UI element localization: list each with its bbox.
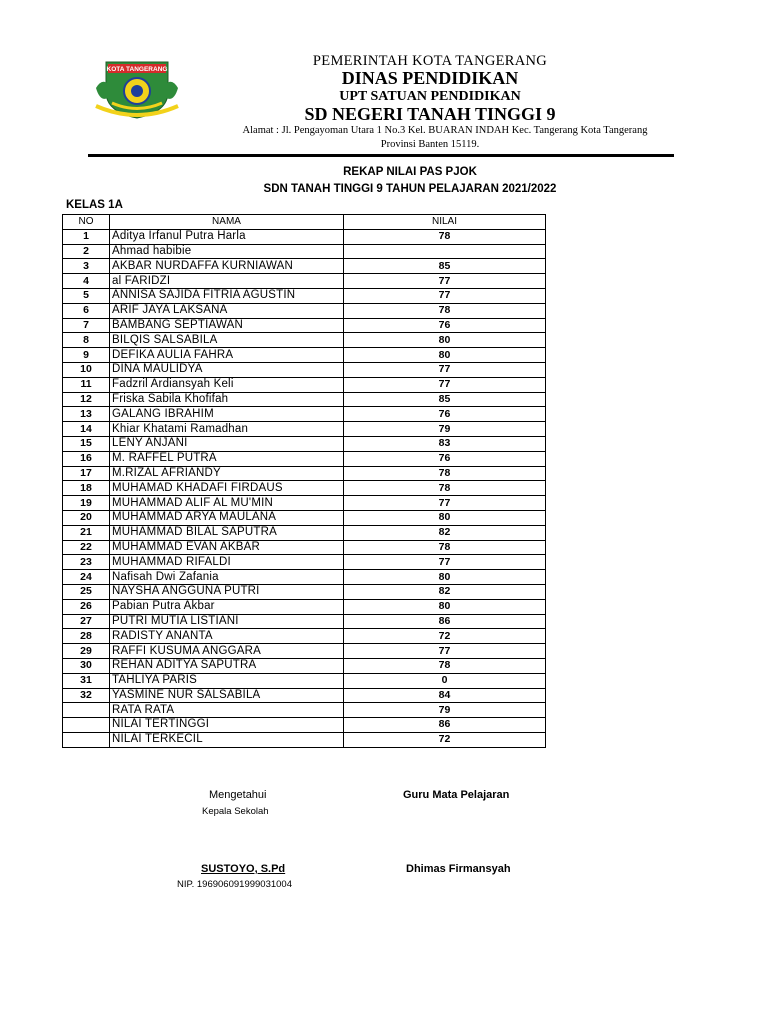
- table-row: [63, 673, 546, 688]
- department-name: DINAS PENDIDIKAN: [341, 68, 519, 88]
- table-row: [63, 629, 546, 644]
- summary-label: NILAI TERTINGGI: [110, 718, 344, 733]
- row-score: 0: [344, 673, 546, 688]
- gov-name: PEMERINTAH KOTA TANGERANG: [312, 53, 548, 69]
- row-score: 76: [344, 407, 546, 422]
- row-name: MUHAMMAD ARYA MAULANA: [110, 510, 344, 525]
- row-no: 32: [63, 688, 110, 703]
- row-score: 77: [344, 377, 546, 392]
- row-name: ANNISA SAJIDA FITRIA AGUSTIN: [110, 288, 344, 303]
- row-no: 25: [63, 584, 110, 599]
- row-no: 15: [63, 436, 110, 451]
- letterhead: [0, 0, 768, 160]
- row-name: M. RAFFEL PUTRA: [110, 451, 344, 466]
- row-name: RAFFI KUSUMA ANGGARA: [110, 644, 344, 659]
- row-score: 78: [344, 540, 546, 555]
- row-name: Ahmad habibie: [110, 244, 344, 259]
- table-header-row: [63, 215, 546, 230]
- acknowledged-label: Mengetahui: [209, 789, 267, 801]
- principal-role: Kepala Sekolah: [202, 806, 269, 817]
- table-row: [63, 422, 546, 437]
- row-no: 6: [63, 303, 110, 318]
- table-row: [63, 451, 546, 466]
- summary-no-empty: [63, 703, 110, 718]
- summary-value: 72: [344, 732, 546, 747]
- table-row: [63, 658, 546, 673]
- teacher-name: Dhimas Firmansyah: [406, 863, 511, 875]
- class-label: KELAS 1A: [66, 199, 123, 211]
- row-score: 84: [344, 688, 546, 703]
- row-no: 16: [63, 451, 110, 466]
- row-name: NAYSHA ANGGUNA PUTRI: [110, 584, 344, 599]
- row-name: Pabian Putra Akbar: [110, 599, 344, 614]
- row-name: MUHAMMAD RIFALDI: [110, 555, 344, 570]
- row-no: 14: [63, 422, 110, 437]
- row-name: DEFIKA AULIA FAHRA: [110, 348, 344, 363]
- table-row: [63, 436, 546, 451]
- row-name: LENY ANJANI: [110, 436, 344, 451]
- row-name: Aditya Irfanul Putra Harla: [110, 229, 344, 244]
- row-no: 7: [63, 318, 110, 333]
- row-score: 77: [344, 274, 546, 289]
- row-no: 19: [63, 496, 110, 511]
- summary-label: NILAI TERKECIL: [110, 732, 344, 747]
- table-row: [63, 496, 546, 511]
- header-nilai: NILAI: [344, 215, 546, 230]
- table-row: [63, 555, 546, 570]
- teacher-role: Guru Mata Pelajaran: [403, 789, 510, 801]
- row-name: RADISTY ANANTA: [110, 629, 344, 644]
- row-name: BAMBANG SEPTIAWAN: [110, 318, 344, 333]
- summary-row: [63, 703, 546, 718]
- row-name: YASMINE NUR SALSABILA: [110, 688, 344, 703]
- row-no: 30: [63, 658, 110, 673]
- summary-rows: [63, 703, 546, 747]
- row-score: 76: [344, 451, 546, 466]
- row-score: 83: [344, 436, 546, 451]
- row-score: 78: [344, 466, 546, 481]
- row-score: 80: [344, 333, 546, 348]
- table-row: [63, 510, 546, 525]
- row-name: M.RIZAL AFRIANDY: [110, 466, 344, 481]
- row-name: Friska Sabila Khofifah: [110, 392, 344, 407]
- row-score: [344, 244, 546, 259]
- table-row: [63, 333, 546, 348]
- table-row: [63, 570, 546, 585]
- table-row: [63, 584, 546, 599]
- row-no: 1: [63, 229, 110, 244]
- row-no: 21: [63, 525, 110, 540]
- row-score: 80: [344, 510, 546, 525]
- row-score: 77: [344, 288, 546, 303]
- row-no: 12: [63, 392, 110, 407]
- principal-name: SUSTOYO, S.Pd: [201, 863, 286, 875]
- row-no: 8: [63, 333, 110, 348]
- row-no: 31: [63, 673, 110, 688]
- row-no: 4: [63, 274, 110, 289]
- table-row: [63, 377, 546, 392]
- row-name: MUHAMMAD EVAN AKBAR: [110, 540, 344, 555]
- summary-no-empty: [63, 718, 110, 733]
- school-name: SD NEGERI TANAH TINGGI 9: [304, 104, 556, 124]
- row-no: 9: [63, 348, 110, 363]
- table-row: [63, 688, 546, 703]
- row-no: 3: [63, 259, 110, 274]
- unit-name: UPT SATUAN PENDIDIKAN: [339, 89, 521, 104]
- grades-table: [62, 214, 546, 748]
- table-row: [63, 348, 546, 363]
- row-score: 77: [344, 644, 546, 659]
- summary-value: 86: [344, 718, 546, 733]
- row-score: 80: [344, 348, 546, 363]
- row-score: 78: [344, 658, 546, 673]
- row-score: 86: [344, 614, 546, 629]
- table-row: [63, 614, 546, 629]
- table-row: [63, 318, 546, 333]
- row-name: Khiar Khatami Ramadhan: [110, 422, 344, 437]
- table-row: [63, 407, 546, 422]
- row-score: 85: [344, 392, 546, 407]
- header-no: NO: [63, 215, 110, 230]
- table-row: [63, 229, 546, 244]
- row-no: 20: [63, 510, 110, 525]
- row-no: 2: [63, 244, 110, 259]
- table-row: [63, 392, 546, 407]
- row-name: MUHAMMAD BILAL SAPUTRA: [110, 525, 344, 540]
- row-no: 27: [63, 614, 110, 629]
- row-name: MUHAMAD KHADAFI FIRDAUS: [110, 481, 344, 496]
- report-subtitle: SDN TANAH TINGGI 9 TAHUN PELAJARAN 2021/2022: [263, 183, 557, 195]
- row-name: TAHLIYA PARIS: [110, 673, 344, 688]
- summary-row: [63, 732, 546, 747]
- row-name: Fadzril Ardiansyah Keli: [110, 377, 344, 392]
- row-score: 72: [344, 629, 546, 644]
- table-row: [63, 274, 546, 289]
- row-name: Nafisah Dwi Zafania: [110, 570, 344, 585]
- table-row: [63, 288, 546, 303]
- row-no: 11: [63, 377, 110, 392]
- row-name: al FARIDZI: [110, 274, 344, 289]
- row-name: ARIF JAYA LAKSANA: [110, 303, 344, 318]
- row-name: PUTRI MUTIA LISTIANI: [110, 614, 344, 629]
- row-score: 77: [344, 555, 546, 570]
- row-score: 78: [344, 303, 546, 318]
- table-row: [63, 481, 546, 496]
- summary-label: RATA RATA: [110, 703, 344, 718]
- row-no: 24: [63, 570, 110, 585]
- table-row: [63, 644, 546, 659]
- row-no: 29: [63, 644, 110, 659]
- row-score: 79: [344, 422, 546, 437]
- table-row: [63, 362, 546, 377]
- table-row: [63, 599, 546, 614]
- grade-rows: [63, 229, 546, 703]
- table-row: [63, 244, 546, 259]
- row-no: 5: [63, 288, 110, 303]
- row-score: 82: [344, 584, 546, 599]
- row-name: DINA MAULIDYA: [110, 362, 344, 377]
- school-province: Provinsi Banten 15119.: [380, 139, 480, 150]
- row-score: 77: [344, 362, 546, 377]
- row-score: 82: [344, 525, 546, 540]
- letterhead-divider: [88, 154, 674, 157]
- row-name: REHAN ADITYA SAPUTRA: [110, 658, 344, 673]
- row-no: 22: [63, 540, 110, 555]
- row-no: 10: [63, 362, 110, 377]
- row-score: 80: [344, 570, 546, 585]
- row-name: AKBAR NURDAFFA KURNIAWAN: [110, 259, 344, 274]
- row-name: MUHAMMAD ALIF AL MU'MIN: [110, 496, 344, 511]
- row-score: 77: [344, 496, 546, 511]
- row-no: 23: [63, 555, 110, 570]
- row-score: 80: [344, 599, 546, 614]
- row-no: 13: [63, 407, 110, 422]
- summary-row: [63, 718, 546, 733]
- table-row: [63, 540, 546, 555]
- header-nama: NAMA: [110, 215, 344, 230]
- row-no: 26: [63, 599, 110, 614]
- row-name: BILQIS SALSABILA: [110, 333, 344, 348]
- table-row: [63, 466, 546, 481]
- table-row: [63, 303, 546, 318]
- row-score: 76: [344, 318, 546, 333]
- summary-no-empty: [63, 732, 110, 747]
- table-row: [63, 259, 546, 274]
- row-no: 17: [63, 466, 110, 481]
- principal-nip: NIP. 196906091999031004: [177, 879, 292, 890]
- row-score: 85: [344, 259, 546, 274]
- report-title: REKAP NILAI PAS PJOK: [343, 166, 477, 178]
- school-address: Alamat : Jl. Pengayoman Utara 1 No.3 Kel. BUARAN INDAH Kec. Tangerang Kota Tangerang: [242, 125, 648, 136]
- table-row: [63, 525, 546, 540]
- row-name: GALANG IBRAHIM: [110, 407, 344, 422]
- row-no: 18: [63, 481, 110, 496]
- logo-text: KOTA TANGERANG: [106, 66, 168, 73]
- row-no: 28: [63, 629, 110, 644]
- summary-value: 79: [344, 703, 546, 718]
- row-score: 78: [344, 229, 546, 244]
- row-score: 78: [344, 481, 546, 496]
